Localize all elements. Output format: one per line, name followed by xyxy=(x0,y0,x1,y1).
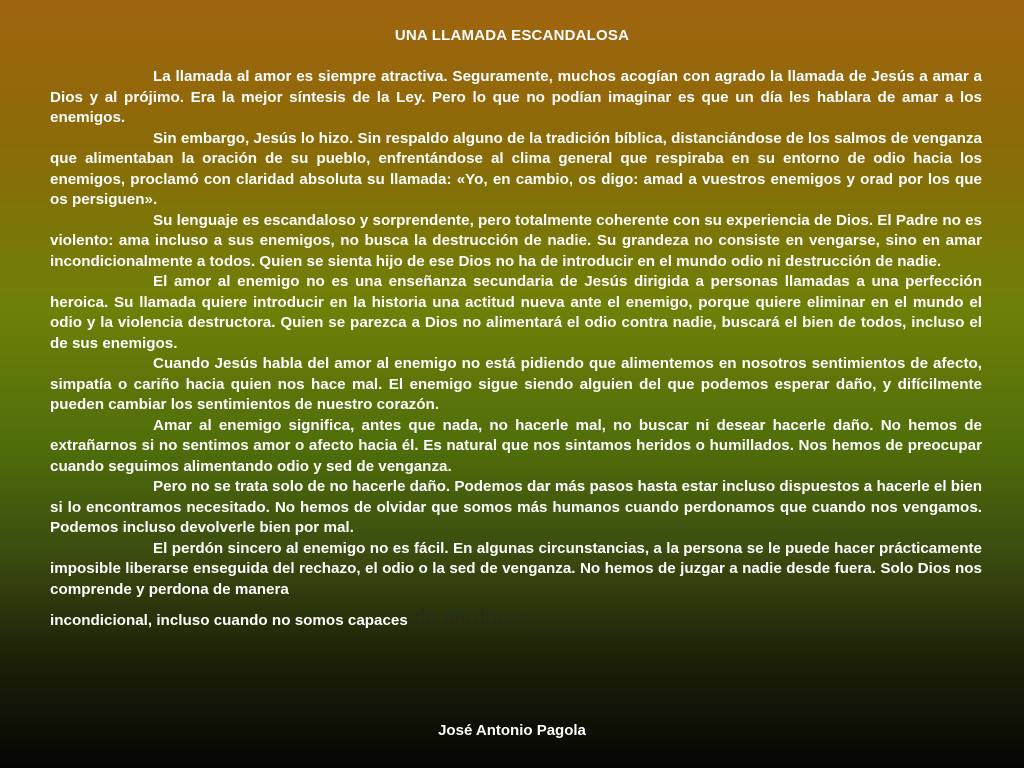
paragraph: Pero no se trata solo de no hacerle daño. Podemos dar más pasos hasta estar incluso dispuestos a hacerle el bien si lo encontramos necesitado. No hemos de olvidar que somos más humanos cuando perdonamos que cuando nos vengamos. Podemos incluso devolverle bien por mal. xyxy=(50,478,982,536)
paragraph: Su lenguaje es escandaloso y sorprendente, pero totalmente coherente con su experiencia de Dios. El Padre no es violento: ama incluso a sus enemigos, no busca la destrucción de nadie. Su grandeza no consiste en vengarse, sino en amar incondicionalmente a todos. Quien se sienta hijo de ese Dios no ha de introducir en el mundo odio ni destrucción de nadie. xyxy=(50,211,982,270)
final-line xyxy=(50,606,982,633)
paragraph: Sin embargo, Jesús lo hizo. Sin respaldo alguno de la tradición bíblica, distanciándose de los salmos de venganza que alimentaban la oración de su pueblo, enfrentándose al clima general que respiraba en su entorno de odio hacia los enemigos, proclamó con claridad absoluta su llamada: «Yo, en cambio, os digo: amad a vuestros enemigos y orad por los que os persiguen». xyxy=(50,129,982,208)
author-signature: José Antonio Pagola xyxy=(438,722,586,739)
paragraph: La llamada al amor es siempre atractiva. Seguramente, muchos acogían con agrado la llamada de Jesús a amar a Dios y al prójimo. Era la mejor síntesis de la Ley. Pero lo que no podían imaginar es que un día les hablara de amar a los enemigos. xyxy=(50,68,982,126)
final-line-trail: de perdonar. xyxy=(413,605,533,631)
final-line-text: incondicional, incluso cuando no somos capaces xyxy=(50,612,408,629)
paragraph: El perdón sincero al enemigo no es fácil. En algunas circunstancias, a la persona se le puede hacer prácticamente imposible liberarse enseguida del rechazo, el odio o la sed de venganza. No hemos de juzgar a nadie desde fuera. Solo Dios nos comprende y perdona de manera xyxy=(50,539,982,598)
text-body xyxy=(50,67,982,633)
paragraph: Amar al enemigo significa, antes que nada, no hacerle mal, no buscar ni desear hacerle daño. No hemos de extrañarnos si no sentimos amor o afecto hacia él. Es natural que nos sintamos heridos o humillados. Nos hemos de preocupar cuando seguimos alimentando odio y sed de venganza. xyxy=(50,416,982,475)
paragraph: El amor al enemigo no es una enseñanza secundaria de Jesús dirigida a personas llamadas a una perfección heroica. Su llamada quiere introducir en la historia una actitud nueva ante el enemigo, porque quiere eliminar en el mundo el odio y la violencia destructora. Quien se parezca a Dios no alimentará el odio contra nadie, buscará el bien de todos, incluso el de sus enemigos. xyxy=(50,273,982,352)
paragraph: Cuando Jesús habla del amor al enemigo no está pidiendo que alimentemos en nosotros sentimientos de afecto, simpatía o cariño hacia quien nos hace mal. El enemigo sigue siendo alguien del que podemos esperar daño, y difícilmente pueden cambiar los sentimientos de nuestro corazón. xyxy=(50,355,982,413)
page-title: UNA LLAMADA ESCANDALOSA xyxy=(394,27,630,44)
